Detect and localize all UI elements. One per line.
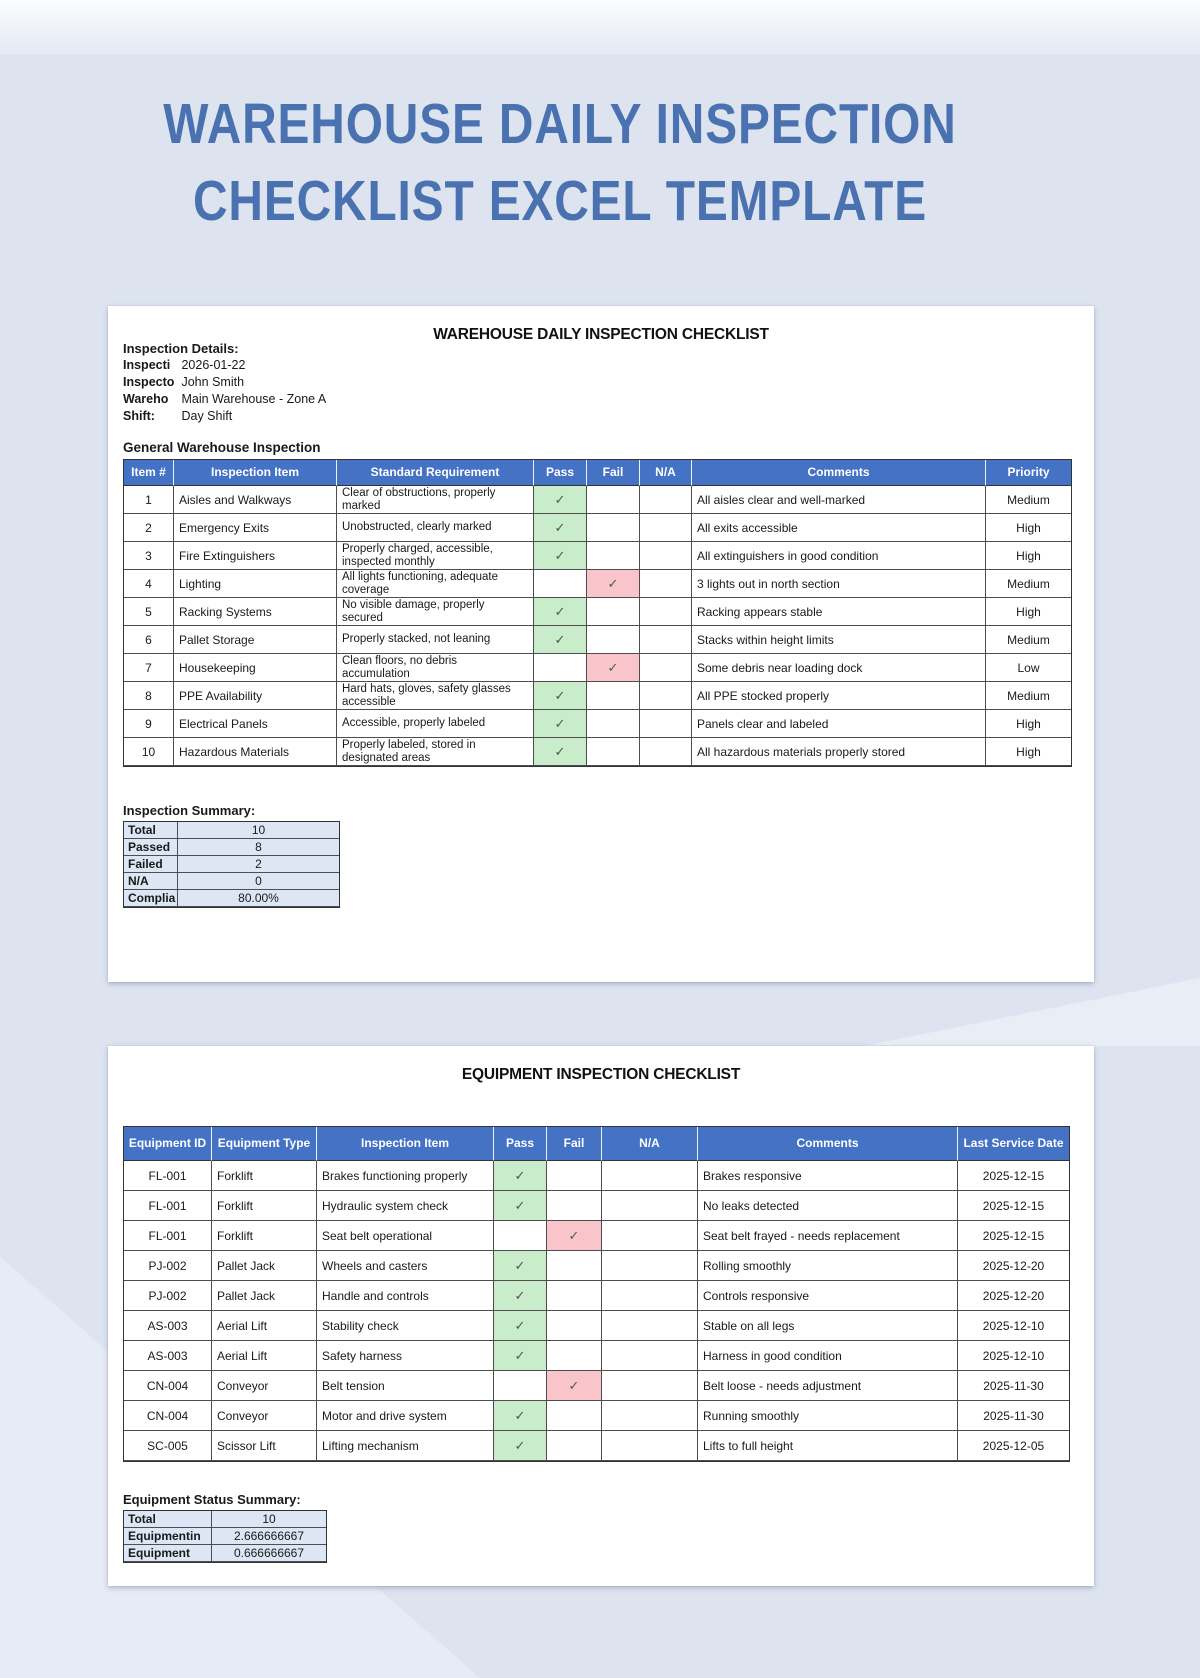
header-na: N/A (602, 1127, 698, 1161)
summary-label-cell: Passed (124, 839, 178, 856)
na-cell (602, 1431, 698, 1461)
inspection-table-row (124, 654, 1071, 682)
standard-requirement-cell: Clear of obstructions, properly marked (337, 486, 534, 514)
equipment-type-cell: Forklift (212, 1191, 317, 1221)
inspection-item-cell: Handle and controls (317, 1281, 494, 1311)
header-priority: Priority (986, 460, 1071, 486)
header-fail: Fail (547, 1127, 602, 1161)
na-cell (640, 598, 692, 626)
na-cell (602, 1161, 698, 1191)
inspection-item-cell: Housekeeping (174, 654, 337, 682)
inspection-item-cell: Lifting mechanism (317, 1431, 494, 1461)
summary-value-cell: 2.666666667 (212, 1528, 326, 1545)
sheet1-title: WAREHOUSE DAILY INSPECTION CHECKLIST (433, 326, 769, 343)
inspection-item-cell: Hydraulic system check (317, 1191, 494, 1221)
equipment-id-cell: FL-001 (124, 1161, 212, 1191)
fail-cell (587, 542, 640, 570)
pass-cell: ✓ (494, 1161, 547, 1191)
summary-value-cell: 80.00% (178, 890, 339, 907)
item-number-cell: 4 (124, 570, 174, 598)
inspection-table-row (124, 626, 1071, 654)
equipment-table-row (124, 1311, 1069, 1341)
last-service-date-cell: 2025-12-15 (958, 1221, 1069, 1251)
comments-cell: All hazardous materials properly stored (692, 738, 986, 766)
fail-cell (587, 710, 640, 738)
na-cell (640, 738, 692, 766)
equipment-table-row (124, 1251, 1069, 1281)
na-cell (640, 682, 692, 710)
general-inspection-heading: General Warehouse Inspection (123, 440, 321, 455)
inspection-item-cell: Hazardous Materials (174, 738, 337, 766)
comments-cell: Racking appears stable (692, 598, 986, 626)
header-fail: Fail (587, 460, 640, 486)
item-number-cell: 6 (124, 626, 174, 654)
comments-cell: Stacks within height limits (692, 626, 986, 654)
equipment-id-cell: CN-004 (124, 1401, 212, 1431)
comments-cell: Some debris near loading dock (692, 654, 986, 682)
fail-cell (587, 514, 640, 542)
na-cell (602, 1311, 698, 1341)
summary-row (124, 1545, 326, 1562)
na-cell (640, 542, 692, 570)
pass-cell: ✓ (534, 514, 587, 542)
na-cell (602, 1401, 698, 1431)
header-item-number: Item # (124, 460, 174, 486)
equipment-table-row (124, 1401, 1069, 1431)
priority-cell: High (986, 514, 1071, 542)
inspection-summary-heading: Inspection Summary: (123, 803, 256, 818)
fail-cell (547, 1401, 602, 1431)
equipment-type-cell: Forklift (212, 1161, 317, 1191)
equipment-type-cell: Conveyor (212, 1401, 317, 1431)
comments-cell: All aisles clear and well-marked (692, 486, 986, 514)
summary-row (124, 1528, 326, 1545)
fail-cell (587, 486, 640, 514)
header-comments: Comments (692, 460, 986, 486)
background-diagonal-middle (0, 978, 1200, 1046)
equipment-type-cell: Aerial Lift (212, 1311, 317, 1341)
equipment-type-cell: Pallet Jack (212, 1281, 317, 1311)
header-inspection-item: Inspection Item (317, 1127, 494, 1161)
equipment-type-cell: Forklift (212, 1221, 317, 1251)
equipment-id-cell: FL-001 (124, 1221, 212, 1251)
na-cell (640, 626, 692, 654)
pass-cell: ✓ (494, 1251, 547, 1281)
na-cell (602, 1191, 698, 1221)
summary-label-cell: Failed (124, 856, 178, 873)
inspection-item-cell: Aisles and Walkways (174, 486, 337, 514)
pass-cell: ✓ (494, 1311, 547, 1341)
priority-cell: Medium (986, 570, 1071, 598)
header-pass: Pass (494, 1127, 547, 1161)
priority-cell: High (986, 738, 1071, 766)
last-service-date-cell: 2025-12-10 (958, 1341, 1069, 1371)
equipment-id-cell: PJ-002 (124, 1281, 212, 1311)
na-cell (602, 1281, 698, 1311)
general-inspection-table (123, 459, 1072, 767)
header-standard-requirement: Standard Requirement (337, 460, 534, 486)
equipment-type-cell: Aerial Lift (212, 1341, 317, 1371)
na-cell (640, 710, 692, 738)
inspection-item-cell: Brakes functioning properly (317, 1161, 494, 1191)
inspection-table-row (124, 542, 1071, 570)
summary-row (124, 839, 339, 856)
page-title (90, 86, 1031, 240)
comments-cell: Running smoothly (698, 1401, 958, 1431)
na-cell (602, 1221, 698, 1251)
inspection-item-cell: PPE Availability (174, 682, 337, 710)
header-pass: Pass (534, 460, 587, 486)
item-number-cell: 5 (124, 598, 174, 626)
detail-value: Main Warehouse - Zone A (181, 392, 327, 406)
inspection-item-cell: Belt tension (317, 1371, 494, 1401)
fail-cell (587, 598, 640, 626)
summary-value-cell: 0.666666667 (212, 1545, 326, 1562)
comments-cell: Harness in good condition (698, 1341, 958, 1371)
detail-value: John Smith (181, 375, 245, 389)
pass-cell: ✓ (494, 1401, 547, 1431)
detail-row (123, 357, 326, 374)
header-comments: Comments (698, 1127, 958, 1161)
standard-requirement-cell: All lights functioning, adequate coverage (337, 570, 534, 598)
detail-label: Inspecto (123, 375, 175, 389)
item-number-cell: 8 (124, 682, 174, 710)
priority-cell: High (986, 710, 1071, 738)
comments-cell: All PPE stocked properly (692, 682, 986, 710)
detail-row (123, 408, 326, 425)
na-cell (640, 654, 692, 682)
equipment-summary-heading: Equipment Status Summary: (123, 1492, 301, 1507)
fail-cell: ✓ (587, 654, 640, 682)
detail-row (123, 391, 326, 408)
fail-cell (547, 1161, 602, 1191)
priority-cell: High (986, 598, 1071, 626)
fail-cell (547, 1311, 602, 1341)
last-service-date-cell: 2025-12-05 (958, 1431, 1069, 1461)
equipment-id-cell: SC-005 (124, 1431, 212, 1461)
pass-cell: ✓ (534, 542, 587, 570)
standard-requirement-cell: No visible damage, properly secured (337, 598, 534, 626)
summary-row (124, 822, 339, 839)
pass-cell: ✓ (534, 626, 587, 654)
standard-requirement-cell: Accessible, properly labeled (337, 710, 534, 738)
detail-value: 2026-01-22 (181, 358, 246, 372)
na-cell (602, 1251, 698, 1281)
standard-requirement-cell: Unobstructed, clearly marked (337, 514, 534, 542)
detail-label: Inspecti (123, 358, 171, 372)
equipment-type-cell: Pallet Jack (212, 1251, 317, 1281)
inspection-item-cell: Motor and drive system (317, 1401, 494, 1431)
header-inspection-item: Inspection Item (174, 460, 337, 486)
summary-row (124, 890, 339, 907)
inspection-item-cell: Stability check (317, 1311, 494, 1341)
last-service-date-cell: 2025-12-20 (958, 1251, 1069, 1281)
fail-cell (547, 1431, 602, 1461)
page-title-line1: WAREHOUSE DAILY INSPECTION (163, 92, 957, 156)
inspection-item-cell: Wheels and casters (317, 1251, 494, 1281)
pass-cell: ✓ (494, 1341, 547, 1371)
comments-cell: 3 lights out in north section (692, 570, 986, 598)
summary-value-cell: 10 (212, 1511, 326, 1528)
equipment-table-row (124, 1341, 1069, 1371)
detail-label: Shift: (123, 409, 155, 423)
inspection-table-row (124, 682, 1071, 710)
summary-label-cell: Complia (124, 890, 178, 907)
inspection-item-cell: Electrical Panels (174, 710, 337, 738)
standard-requirement-cell: Properly charged, accessible, inspected monthly (337, 542, 534, 570)
pass-cell: ✓ (534, 486, 587, 514)
inspection-item-cell: Racking Systems (174, 598, 337, 626)
table-header-row (124, 1127, 1069, 1161)
pass-cell: ✓ (494, 1191, 547, 1221)
inspection-item-cell: Safety harness (317, 1341, 494, 1371)
equipment-id-cell: AS-003 (124, 1311, 212, 1341)
standard-requirement-cell: Properly labeled, stored in designated areas (337, 738, 534, 766)
fail-cell (587, 682, 640, 710)
inspection-summary-table (123, 821, 340, 908)
last-service-date-cell: 2025-11-30 (958, 1371, 1069, 1401)
last-service-date-cell: 2025-12-15 (958, 1191, 1069, 1221)
equipment-id-cell: FL-001 (124, 1191, 212, 1221)
summary-row (124, 1511, 326, 1528)
equipment-checklist-sheet (108, 1046, 1094, 1586)
last-service-date-cell: 2025-12-10 (958, 1311, 1069, 1341)
summary-label-cell: Equipment (124, 1545, 212, 1562)
inspection-table-row (124, 570, 1071, 598)
fail-cell (547, 1281, 602, 1311)
fail-cell (547, 1191, 602, 1221)
inspection-details-heading: Inspection Details: (123, 341, 239, 356)
inspection-table-row (124, 710, 1071, 738)
equipment-type-cell: Scissor Lift (212, 1431, 317, 1461)
inspection-table-row (124, 486, 1071, 514)
equipment-table-row (124, 1221, 1069, 1251)
table-header-row (124, 460, 1071, 486)
priority-cell: Medium (986, 486, 1071, 514)
inspection-item-cell: Emergency Exits (174, 514, 337, 542)
fail-cell: ✓ (547, 1221, 602, 1251)
na-cell (640, 514, 692, 542)
item-number-cell: 9 (124, 710, 174, 738)
inspection-item-cell: Fire Extinguishers (174, 542, 337, 570)
na-cell (602, 1341, 698, 1371)
equipment-id-cell: CN-004 (124, 1371, 212, 1401)
inspection-item-cell: Seat belt operational (317, 1221, 494, 1251)
comments-cell: Seat belt frayed - needs replacement (698, 1221, 958, 1251)
summary-label-cell: Equipmentin (124, 1528, 212, 1545)
item-number-cell: 3 (124, 542, 174, 570)
pass-cell: ✓ (534, 682, 587, 710)
header-equipment-id: Equipment ID (124, 1127, 212, 1161)
page-title-line2: CHECKLIST EXCEL TEMPLATE (193, 169, 927, 233)
pass-cell (534, 654, 587, 682)
standard-requirement-cell: Properly stacked, not leaning (337, 626, 534, 654)
header-equipment-type: Equipment Type (212, 1127, 317, 1161)
priority-cell: High (986, 542, 1071, 570)
comments-cell: Rolling smoothly (698, 1251, 958, 1281)
equipment-id-cell: AS-003 (124, 1341, 212, 1371)
detail-label: Wareho (123, 392, 169, 406)
equipment-id-cell: PJ-002 (124, 1251, 212, 1281)
inspection-table-row (124, 514, 1071, 542)
inspection-table-row (124, 738, 1071, 766)
na-cell (602, 1371, 698, 1401)
comments-cell: Panels clear and labeled (692, 710, 986, 738)
pass-cell: ✓ (534, 738, 587, 766)
comments-cell: All extinguishers in good condition (692, 542, 986, 570)
fail-cell: ✓ (547, 1371, 602, 1401)
comments-cell: Brakes responsive (698, 1161, 958, 1191)
equipment-table-row (124, 1281, 1069, 1311)
fail-cell (587, 626, 640, 654)
header-last-service-date: Last Service Date (958, 1127, 1069, 1161)
inspection-table-row (124, 598, 1071, 626)
summary-value-cell: 2 (178, 856, 339, 873)
equipment-table-row (124, 1161, 1069, 1191)
header-na: N/A (640, 460, 692, 486)
inspection-item-cell: Lighting (174, 570, 337, 598)
comments-cell: No leaks detected (698, 1191, 958, 1221)
priority-cell: Medium (986, 626, 1071, 654)
fail-cell (547, 1341, 602, 1371)
summary-label-cell: Total (124, 1511, 212, 1528)
na-cell (640, 570, 692, 598)
pass-cell: ✓ (494, 1431, 547, 1461)
summary-value-cell: 0 (178, 873, 339, 890)
comments-cell: Belt loose - needs adjustment (698, 1371, 958, 1401)
pass-cell (534, 570, 587, 598)
warehouse-checklist-sheet (108, 306, 1094, 982)
equipment-table-row (124, 1191, 1069, 1221)
comments-cell: Lifts to full height (698, 1431, 958, 1461)
summary-value-cell: 8 (178, 839, 339, 856)
item-number-cell: 7 (124, 654, 174, 682)
sheet2-title: EQUIPMENT INSPECTION CHECKLIST (461, 1066, 741, 1083)
equipment-inspection-table (123, 1126, 1070, 1462)
priority-cell: Medium (986, 682, 1071, 710)
pass-cell: ✓ (534, 598, 587, 626)
item-number-cell: 1 (124, 486, 174, 514)
comments-cell: Controls responsive (698, 1281, 958, 1311)
last-service-date-cell: 2025-12-15 (958, 1161, 1069, 1191)
last-service-date-cell: 2025-12-20 (958, 1281, 1069, 1311)
equipment-type-cell: Conveyor (212, 1371, 317, 1401)
pass-cell: ✓ (494, 1281, 547, 1311)
pass-cell: ✓ (534, 710, 587, 738)
fail-cell (587, 738, 640, 766)
background-top-strip (0, 0, 1200, 55)
summary-label-cell: Total (124, 822, 178, 839)
item-number-cell: 10 (124, 738, 174, 766)
summary-row (124, 873, 339, 890)
detail-row (123, 374, 326, 391)
equipment-table-row (124, 1371, 1069, 1401)
detail-value: Day Shift (181, 409, 233, 423)
na-cell (640, 486, 692, 514)
comments-cell: Stable on all legs (698, 1311, 958, 1341)
fail-cell (547, 1251, 602, 1281)
standard-requirement-cell: Hard hats, gloves, safety glasses accessible (337, 682, 534, 710)
inspection-item-cell: Pallet Storage (174, 626, 337, 654)
fail-cell: ✓ (587, 570, 640, 598)
equipment-table-row (124, 1431, 1069, 1461)
summary-value-cell: 10 (178, 822, 339, 839)
equipment-summary-table (123, 1510, 327, 1563)
last-service-date-cell: 2025-11-30 (958, 1401, 1069, 1431)
summary-label-cell: N/A (124, 873, 178, 890)
summary-row (124, 856, 339, 873)
pass-cell (494, 1371, 547, 1401)
item-number-cell: 2 (124, 514, 174, 542)
standard-requirement-cell: Clean floors, no debris accumulation (337, 654, 534, 682)
comments-cell: All exits accessible (692, 514, 986, 542)
priority-cell: Low (986, 654, 1071, 682)
inspection-details (123, 340, 326, 425)
pass-cell (494, 1221, 547, 1251)
